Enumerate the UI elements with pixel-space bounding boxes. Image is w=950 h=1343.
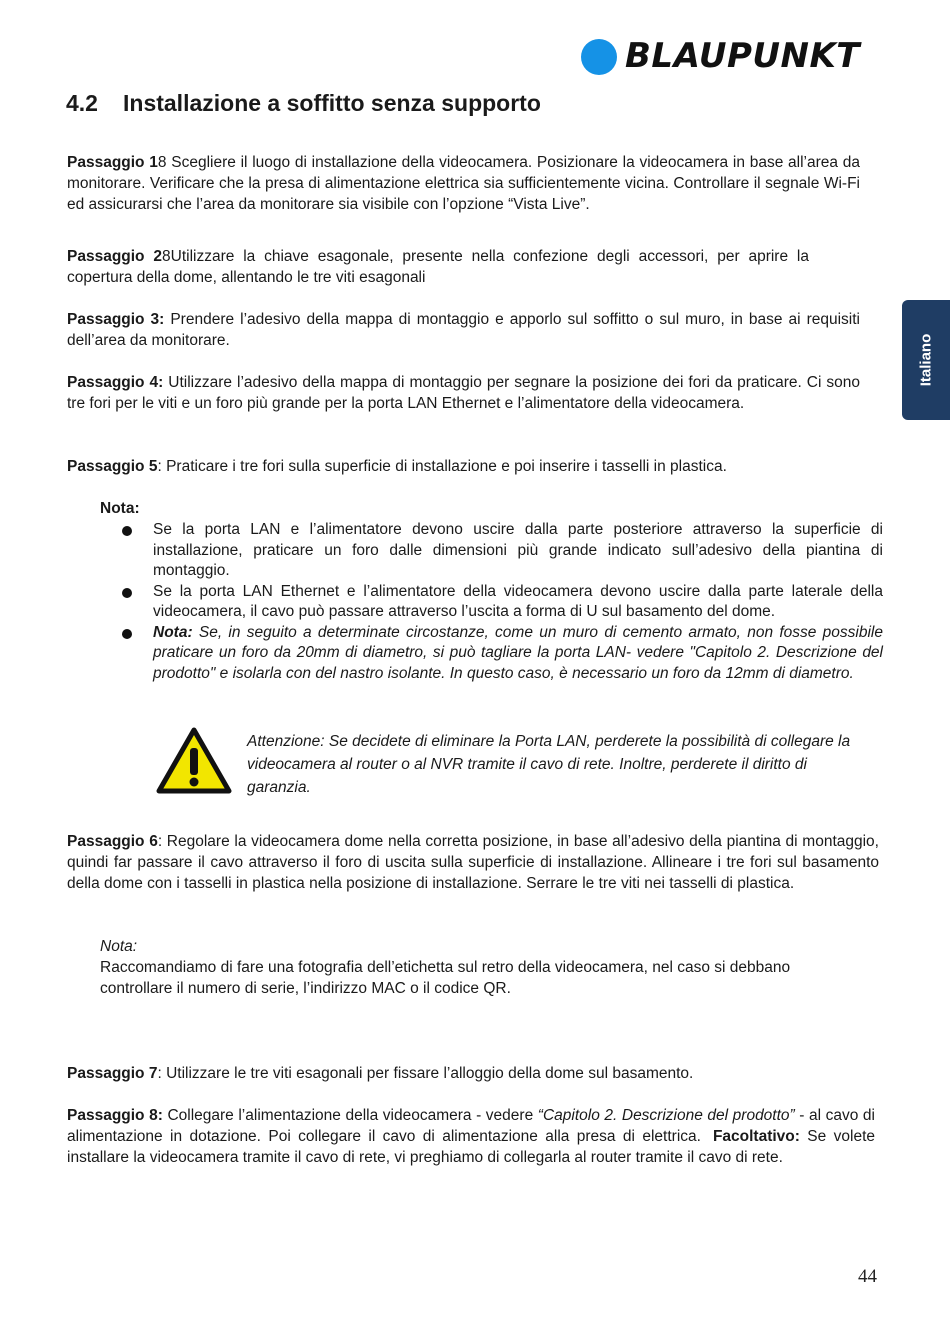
step-6-text: : Regolare la videocamera dome nella corretta posizione, in base all’adesivo della piantina di montaggio, quindi far passare il cavo attraverso il foro di uscita sulla superficie di installazione. Allineare i tre fori sul basamento della dome con i tasselli in plastica nella posizione di installazione. Serrare le tre viti nei tasselli di plastica. [67, 833, 879, 892]
step-2-label: Passaggio 2 [67, 248, 162, 265]
step-8-text-b: - al cavo di alimentazione in dotazione. Poi collegare il cavo di alimentazione alla presa di elettrica. [67, 1107, 875, 1145]
brand-logo-dot [581, 39, 617, 75]
step-7 [67, 1063, 860, 1084]
step-6 [67, 831, 879, 894]
warning-text: Attenzione: Se decidete di eliminare la Porta LAN, perderete la possibilità di collegare la videocamera al router o al NVR tramite il cavo di rete. Inoltre, perderete il diritto di garanzia. [247, 733, 851, 796]
step-4-label: Passaggio 4: [67, 374, 164, 391]
step-2-text: Utilizzare la chiave esagonale, presente nella confezione degli accessori, per aprire la copertura della dome, allentando le tre viti esagonali [67, 248, 809, 286]
bullet-3-label: Nota: [153, 623, 193, 641]
brand-logo [581, 38, 897, 76]
bullet-icon [122, 629, 132, 639]
note-2-text: Raccomandiamo di fare una fotografia dell’etichetta sul retro della videocamera, nel caso si debbano controllare il numero di serie, l’indirizzo MAC o il codice QR. [100, 959, 791, 997]
step-5-label: Passaggio 5 [67, 458, 158, 475]
note-1-list [100, 520, 883, 684]
step-2-separator: 8 [162, 248, 171, 265]
step-1-label: Passaggio 1 [67, 154, 158, 171]
warning-triangle-icon [156, 726, 232, 794]
bullet-icon [122, 588, 132, 598]
step-8-optional-text: Se volete installare la videocamera tramite il cavo di rete, vi preghiamo di collegarla al router tramite il cavo di rete. [67, 1128, 875, 1166]
step-8 [67, 1105, 875, 1168]
step-5-text: : Praticare i tre fori sulla superficie di installazione e poi inserire i tasselli in plastica. [157, 458, 727, 475]
step-1-text: Scegliere il luogo di installazione della videocamera. Posizionare la videocamera in base all’area da monitorare. Verificare che la presa di alimentazione elettrica sia sufficientemente vicina. Controllare il segnale Wi-Fi ed assicurarsi che l’area da monitorare sia visibile con l’opzione “Vista Live”. [67, 154, 860, 213]
step-8-text-a: Collegare l’alimentazione della videocamera - vedere [162, 1107, 538, 1124]
list-item [100, 623, 883, 685]
page-number: 44 [858, 1266, 877, 1287]
step-2 [67, 246, 809, 288]
step-3-label: Passaggio 3: [67, 311, 165, 328]
step-1-separator: 8 [157, 154, 167, 171]
step-6-label: Passaggio 6 [67, 833, 158, 850]
note-2-label: Nota: [100, 938, 138, 955]
bullet-icon [122, 526, 132, 536]
bullet-3-text: Se, in seguito a determinate circostanze, come un muro di cemento armato, non fosse possibile praticare un foro da 20mm di diametro, si può tagliare la porta LAN- vedere "Capitolo 2. Descrizione del prodotto" e isolarla con del nastro isolante. In questo caso, è necessario un foro da 12mm di diametro. [153, 623, 883, 682]
list-item: Se la porta LAN Ethernet e l’alimentatore della videocamera devono uscire dalla parte laterale della videocamera, il cavo può passare attraverso l’uscita a forma di U sul basamento del dome. [100, 582, 883, 623]
step-4-text: Utilizzare l’adesivo della mappa di montaggio per segnare la posizione dei fori da praticare. Ci sono tre fori per le viti e un foro più grande per la porta LAN Ethernet e l’alimentatore della videocamera. [67, 374, 861, 412]
section-number: 4.2 [66, 90, 98, 116]
step-4 [67, 372, 860, 414]
list-item: Se la porta LAN e l’alimentatore devono uscire dalla parte posteriore attraverso la superficie di installazione, praticare un foro dalle dimensioni più grande indicato sull’adesivo della piantina di montaggio. [100, 520, 883, 582]
section-title: Installazione a soffitto senza supporto [123, 90, 541, 116]
step-3-text: Prendere l’adesivo della mappa di montaggio e apporlo sul soffitto o sul muro, in base ai requisiti dell’area da monitorare. [67, 311, 860, 349]
step-7-text: : Utilizzare le tre viti esagonali per fissare l’alloggio della dome sul basamento. [157, 1065, 694, 1082]
step-3 [67, 309, 860, 351]
brand-logo-wordmark: BLAUPUNKT [625, 36, 860, 76]
note-1-label: Nota: [100, 500, 140, 517]
step-1 [67, 152, 860, 215]
section-heading [66, 90, 541, 117]
note-2 [100, 936, 860, 999]
step-7-label: Passaggio 7 [67, 1065, 158, 1082]
step-8-optional-label: Facoltativo: [712, 1128, 800, 1145]
step-5 [67, 456, 860, 477]
language-tab-label: Italiano [917, 333, 935, 387]
step-8-reference: “Capitolo 2. Descrizione del prodotto” [537, 1107, 795, 1124]
step-8-label: Passaggio 8: [67, 1107, 163, 1124]
language-tab [902, 300, 950, 420]
